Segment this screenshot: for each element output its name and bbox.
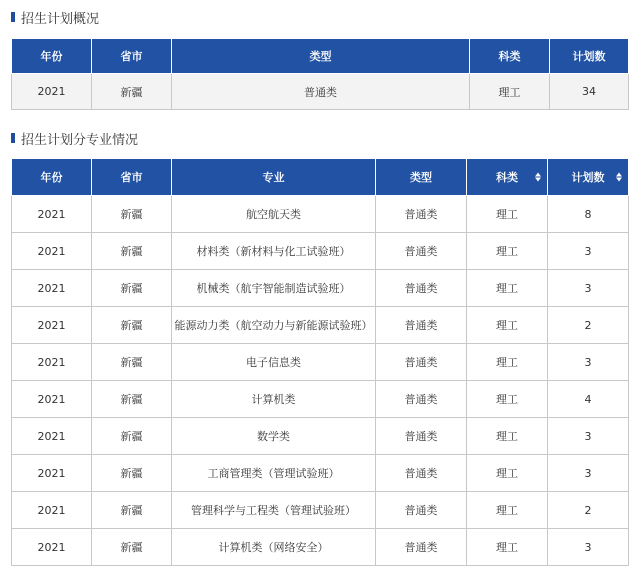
table-row	[12, 529, 629, 566]
cell-plan-count: 3	[548, 529, 629, 566]
table-row	[12, 418, 629, 455]
table-row	[12, 270, 629, 307]
header-type: 类型	[376, 159, 467, 196]
table-row	[12, 492, 629, 529]
overview-header-row	[12, 39, 629, 74]
cell-major: 机械类（航宇智能制造试验班）	[172, 270, 376, 307]
cell-subject: 理工	[467, 418, 548, 455]
header-plan-count-sortable[interactable]	[548, 159, 629, 196]
cell-type: 普通类	[376, 196, 467, 233]
cell-major: 航空航天类	[172, 196, 376, 233]
cell-province: 新疆	[92, 492, 172, 529]
cell-subject: 理工	[467, 455, 548, 492]
cell-major: 数学类	[172, 418, 376, 455]
header-province: 省市	[92, 159, 172, 196]
cell-year: 2021	[12, 196, 92, 233]
table-row	[12, 196, 629, 233]
cell-year: 2021	[12, 344, 92, 381]
cell-major: 计算机类（网络安全）	[172, 529, 376, 566]
table-row	[12, 307, 629, 344]
sort-icon[interactable]	[535, 173, 541, 182]
header-subject-label: 科类	[496, 171, 518, 184]
cell-subject: 理工	[467, 233, 548, 270]
cell-year: 2021	[12, 381, 92, 418]
table-row	[12, 344, 629, 381]
cell-province: 新疆	[92, 307, 172, 344]
cell-province: 新疆	[92, 270, 172, 307]
cell-subject: 理工	[467, 270, 548, 307]
cell-major: 能源动力类（航空动力与新能源试验班）	[172, 307, 376, 344]
table-row	[12, 455, 629, 492]
cell-type: 普通类	[376, 492, 467, 529]
detail-section-title	[11, 128, 138, 148]
cell-type: 普通类	[376, 344, 467, 381]
table-row	[12, 233, 629, 270]
cell-province: 新疆	[92, 455, 172, 492]
cell-year: 2021	[12, 270, 92, 307]
section-bullet-icon	[11, 12, 15, 22]
header-province: 省市	[92, 39, 172, 74]
table-row	[12, 381, 629, 418]
cell-major: 电子信息类	[172, 344, 376, 381]
cell-province: 新疆	[92, 529, 172, 566]
cell-plan-count: 3	[548, 344, 629, 381]
cell-plan-count: 3	[548, 418, 629, 455]
cell-plan-count: 3	[548, 455, 629, 492]
cell-year: 2021	[12, 233, 92, 270]
cell-province: 新疆	[92, 418, 172, 455]
cell-major: 材料类（新材料与化工试验班）	[172, 233, 376, 270]
cell-plan-count: 3	[548, 270, 629, 307]
cell-province: 新疆	[92, 381, 172, 418]
header-plan-count-label: 计划数	[571, 171, 605, 184]
header-year: 年份	[12, 39, 92, 74]
overview-table	[11, 38, 629, 110]
cell-plan-count: 8	[548, 196, 629, 233]
cell-subject: 理工	[470, 74, 550, 110]
header-subject: 科类	[470, 39, 550, 74]
cell-subject: 理工	[467, 344, 548, 381]
cell-type: 普通类	[376, 307, 467, 344]
cell-plan-count: 3	[548, 233, 629, 270]
cell-plan-count: 2	[548, 492, 629, 529]
header-major: 专业	[172, 159, 376, 196]
cell-plan-count: 4	[548, 381, 629, 418]
detail-table	[11, 158, 629, 566]
cell-type: 普通类	[376, 455, 467, 492]
header-subject-sortable[interactable]	[467, 159, 548, 196]
overview-section-title	[11, 7, 99, 27]
cell-province: 新疆	[92, 233, 172, 270]
cell-subject: 理工	[467, 529, 548, 566]
overview-title-text: 招生计划概况	[21, 11, 100, 27]
cell-major: 计算机类	[172, 381, 376, 418]
header-type: 类型	[172, 39, 470, 74]
cell-subject: 理工	[467, 381, 548, 418]
cell-type: 普通类	[376, 233, 467, 270]
header-year: 年份	[12, 159, 92, 196]
table-row	[12, 74, 629, 110]
cell-province: 新疆	[92, 74, 172, 110]
sort-icon[interactable]	[616, 173, 622, 182]
header-plan-count: 计划数	[550, 39, 629, 74]
cell-type: 普通类	[376, 381, 467, 418]
cell-province: 新疆	[92, 196, 172, 233]
cell-year: 2021	[12, 74, 92, 110]
cell-year: 2021	[12, 492, 92, 529]
cell-subject: 理工	[467, 492, 548, 529]
detail-header-row	[12, 159, 629, 196]
cell-major: 管理科学与工程类（管理试验班）	[172, 492, 376, 529]
cell-year: 2021	[12, 529, 92, 566]
cell-year: 2021	[12, 307, 92, 344]
cell-type: 普通类	[376, 529, 467, 566]
cell-type: 普通类	[376, 418, 467, 455]
detail-title-text: 招生计划分专业情况	[21, 132, 139, 148]
cell-year: 2021	[12, 455, 92, 492]
cell-plan-count: 34	[550, 74, 629, 110]
cell-type: 普通类	[376, 270, 467, 307]
cell-type: 普通类	[172, 74, 470, 110]
cell-province: 新疆	[92, 344, 172, 381]
cell-subject: 理工	[467, 196, 548, 233]
cell-year: 2021	[12, 418, 92, 455]
cell-subject: 理工	[467, 307, 548, 344]
section-bullet-icon	[11, 133, 15, 143]
cell-plan-count: 2	[548, 307, 629, 344]
cell-major: 工商管理类（管理试验班）	[172, 455, 376, 492]
